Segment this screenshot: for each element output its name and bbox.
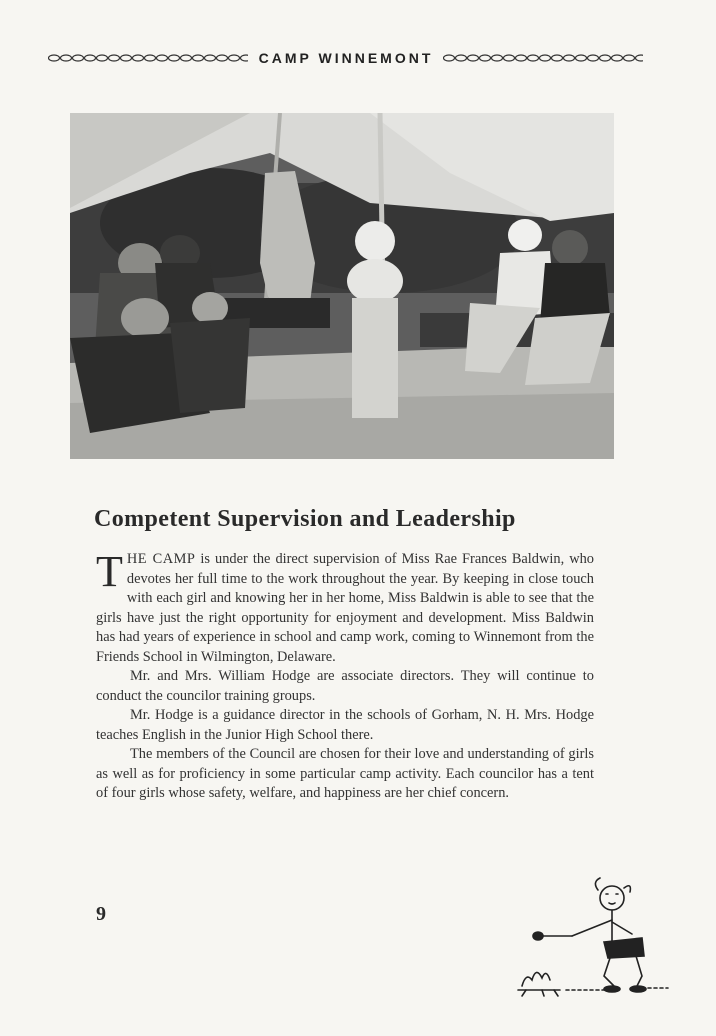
header-ornament-left: [48, 52, 249, 64]
drop-cap: T: [96, 547, 123, 596]
page-number: 9: [96, 903, 106, 925]
girl-toasting-marshmallow-icon: [512, 876, 672, 1006]
paragraph-1: [96, 547, 594, 667]
header-ornament-right: [443, 52, 644, 64]
paragraph-1-lead: HE CAMP: [126, 551, 196, 567]
paragraph-1-text: is under the direct supervision of Miss Rae Frances Baldwin, who devotes her full time to the work throughout the year. By keeping in close touch with each girl and knowing her in her home, Miss Baldwin is able to see that the girls have just the right opportunity for enjoyment and development. Miss Baldwin has had years of experience in school and camp work, coming to Winnemont from the Friends School in Wilmington, Delaware.: [96, 551, 594, 665]
camp-tent-photo: [70, 113, 614, 459]
paragraph-2: Mr. and Mrs. William Hodge are associate directors. They will continue to conduct the councilor training groups.: [96, 668, 594, 704]
camp-tent-photo-icon: [70, 113, 614, 459]
paragraph-4: The members of the Council are chosen for their love and understanding of girls as well as for proficiency in some particular camp activity. Each councilor has a tent of four girls whose safety, welfare, and happiness are her chief concern.: [96, 746, 594, 801]
article-body: [96, 547, 594, 804]
section-heading: Competent Supervision and Leadership: [94, 506, 516, 532]
page-header: [48, 46, 644, 70]
header-title: CAMP WINNEMONT: [258, 50, 434, 66]
paragraph-3: Mr. Hodge is a guidance director in the schools of Gorham, N. H. Mrs. Hodge teaches English in the Junior High School there.: [96, 707, 594, 743]
